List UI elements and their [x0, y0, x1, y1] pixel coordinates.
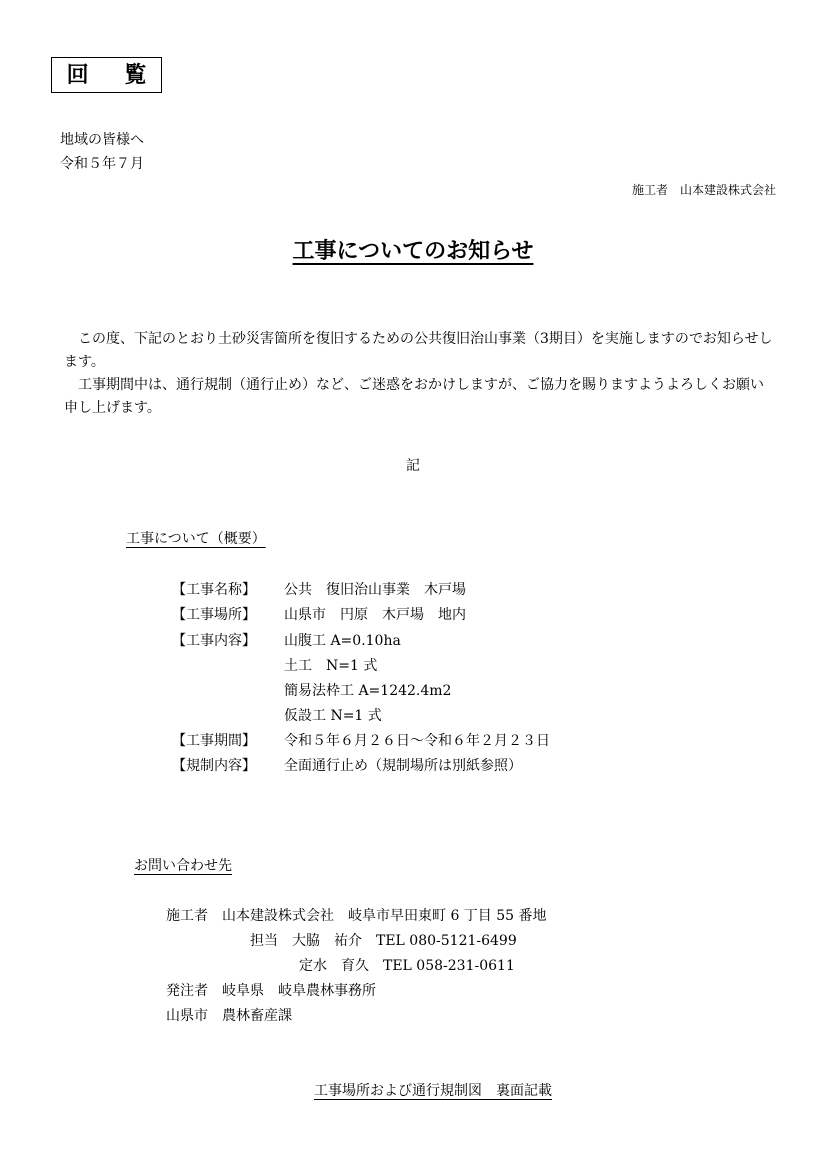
page-title	[0, 234, 826, 265]
overview-label: 【工事期間】	[172, 733, 256, 749]
circulation-stamp: 回 覧	[51, 57, 162, 93]
overview-label: 【工事場所】	[172, 607, 256, 623]
overview-row-content-3	[0, 680, 826, 700]
overview-label: 【工事名称】	[172, 582, 256, 598]
overview-row-regulation	[0, 755, 826, 775]
ki-heading: 記	[406, 458, 420, 474]
intro-paragraph-1: この度、下記のとおり土砂災害箇所を復旧するための公共復旧治山事業（3期目）を実施しますのでお知らせします。	[64, 331, 773, 370]
contact-heading: お問い合わせ先	[134, 858, 232, 874]
overview-value: 山腹工 A=0.10ha	[284, 633, 401, 649]
overview-label: 【規制内容】	[172, 758, 256, 774]
overview-row-location	[0, 604, 826, 624]
overview-value: 山県市 円原 木戸場 地内	[284, 607, 466, 623]
contact-person-1: 担当 大脇 祐介 TEL 080-5121-6499	[250, 933, 517, 949]
overview-value: 公共 復旧治山事業 木戸場	[284, 582, 466, 598]
overview-value: 仮設工 N=1 式	[284, 708, 382, 724]
contact-person-2: 定水 育久 TEL 058-231-0611	[299, 958, 515, 974]
overview-label: 【工事内容】	[172, 633, 256, 649]
overview-value: 土工 N=1 式	[284, 658, 378, 674]
overview-row-content-2	[0, 655, 826, 675]
overview-value: 全面通行止め（規制場所は別紙参照）	[284, 758, 522, 774]
contact-orderer: 発注者 岐阜県 岐阜農林事務所	[166, 983, 376, 999]
overview-row-content-4	[0, 705, 826, 725]
overview-value: 令和５年６月２６日～令和６年２月２３日	[284, 733, 550, 749]
contact-contractor: 施工者 山本建設株式会社 岐阜市早田東町 6 丁目 55 番地	[166, 908, 547, 924]
overview-value: 簡易法枠工 A=1242.4m2	[284, 683, 452, 699]
footer-note: 工事場所および通行規制図 裏面記載	[314, 1083, 552, 1099]
overview-row-period	[0, 730, 826, 750]
page-title-text: 工事についてのお知らせ	[292, 238, 534, 264]
overview-row-name	[0, 579, 826, 599]
recipient: 地域の皆様へ	[60, 132, 144, 148]
issue-date: 令和５年７月	[60, 156, 144, 172]
intro-paragraph-2: 工事期間中は、通行規制（通行止め）など、ご迷惑をおかけしますが、ご協力を賜りますようよろしくお願い申し上げます。	[64, 377, 764, 416]
issuer: 施工者 山本建設株式会社	[631, 183, 776, 197]
overview-heading: 工事について（概要）	[126, 531, 266, 547]
overview-row-content	[0, 630, 826, 650]
contact-city-department: 山県市 農林畜産課	[166, 1008, 292, 1024]
